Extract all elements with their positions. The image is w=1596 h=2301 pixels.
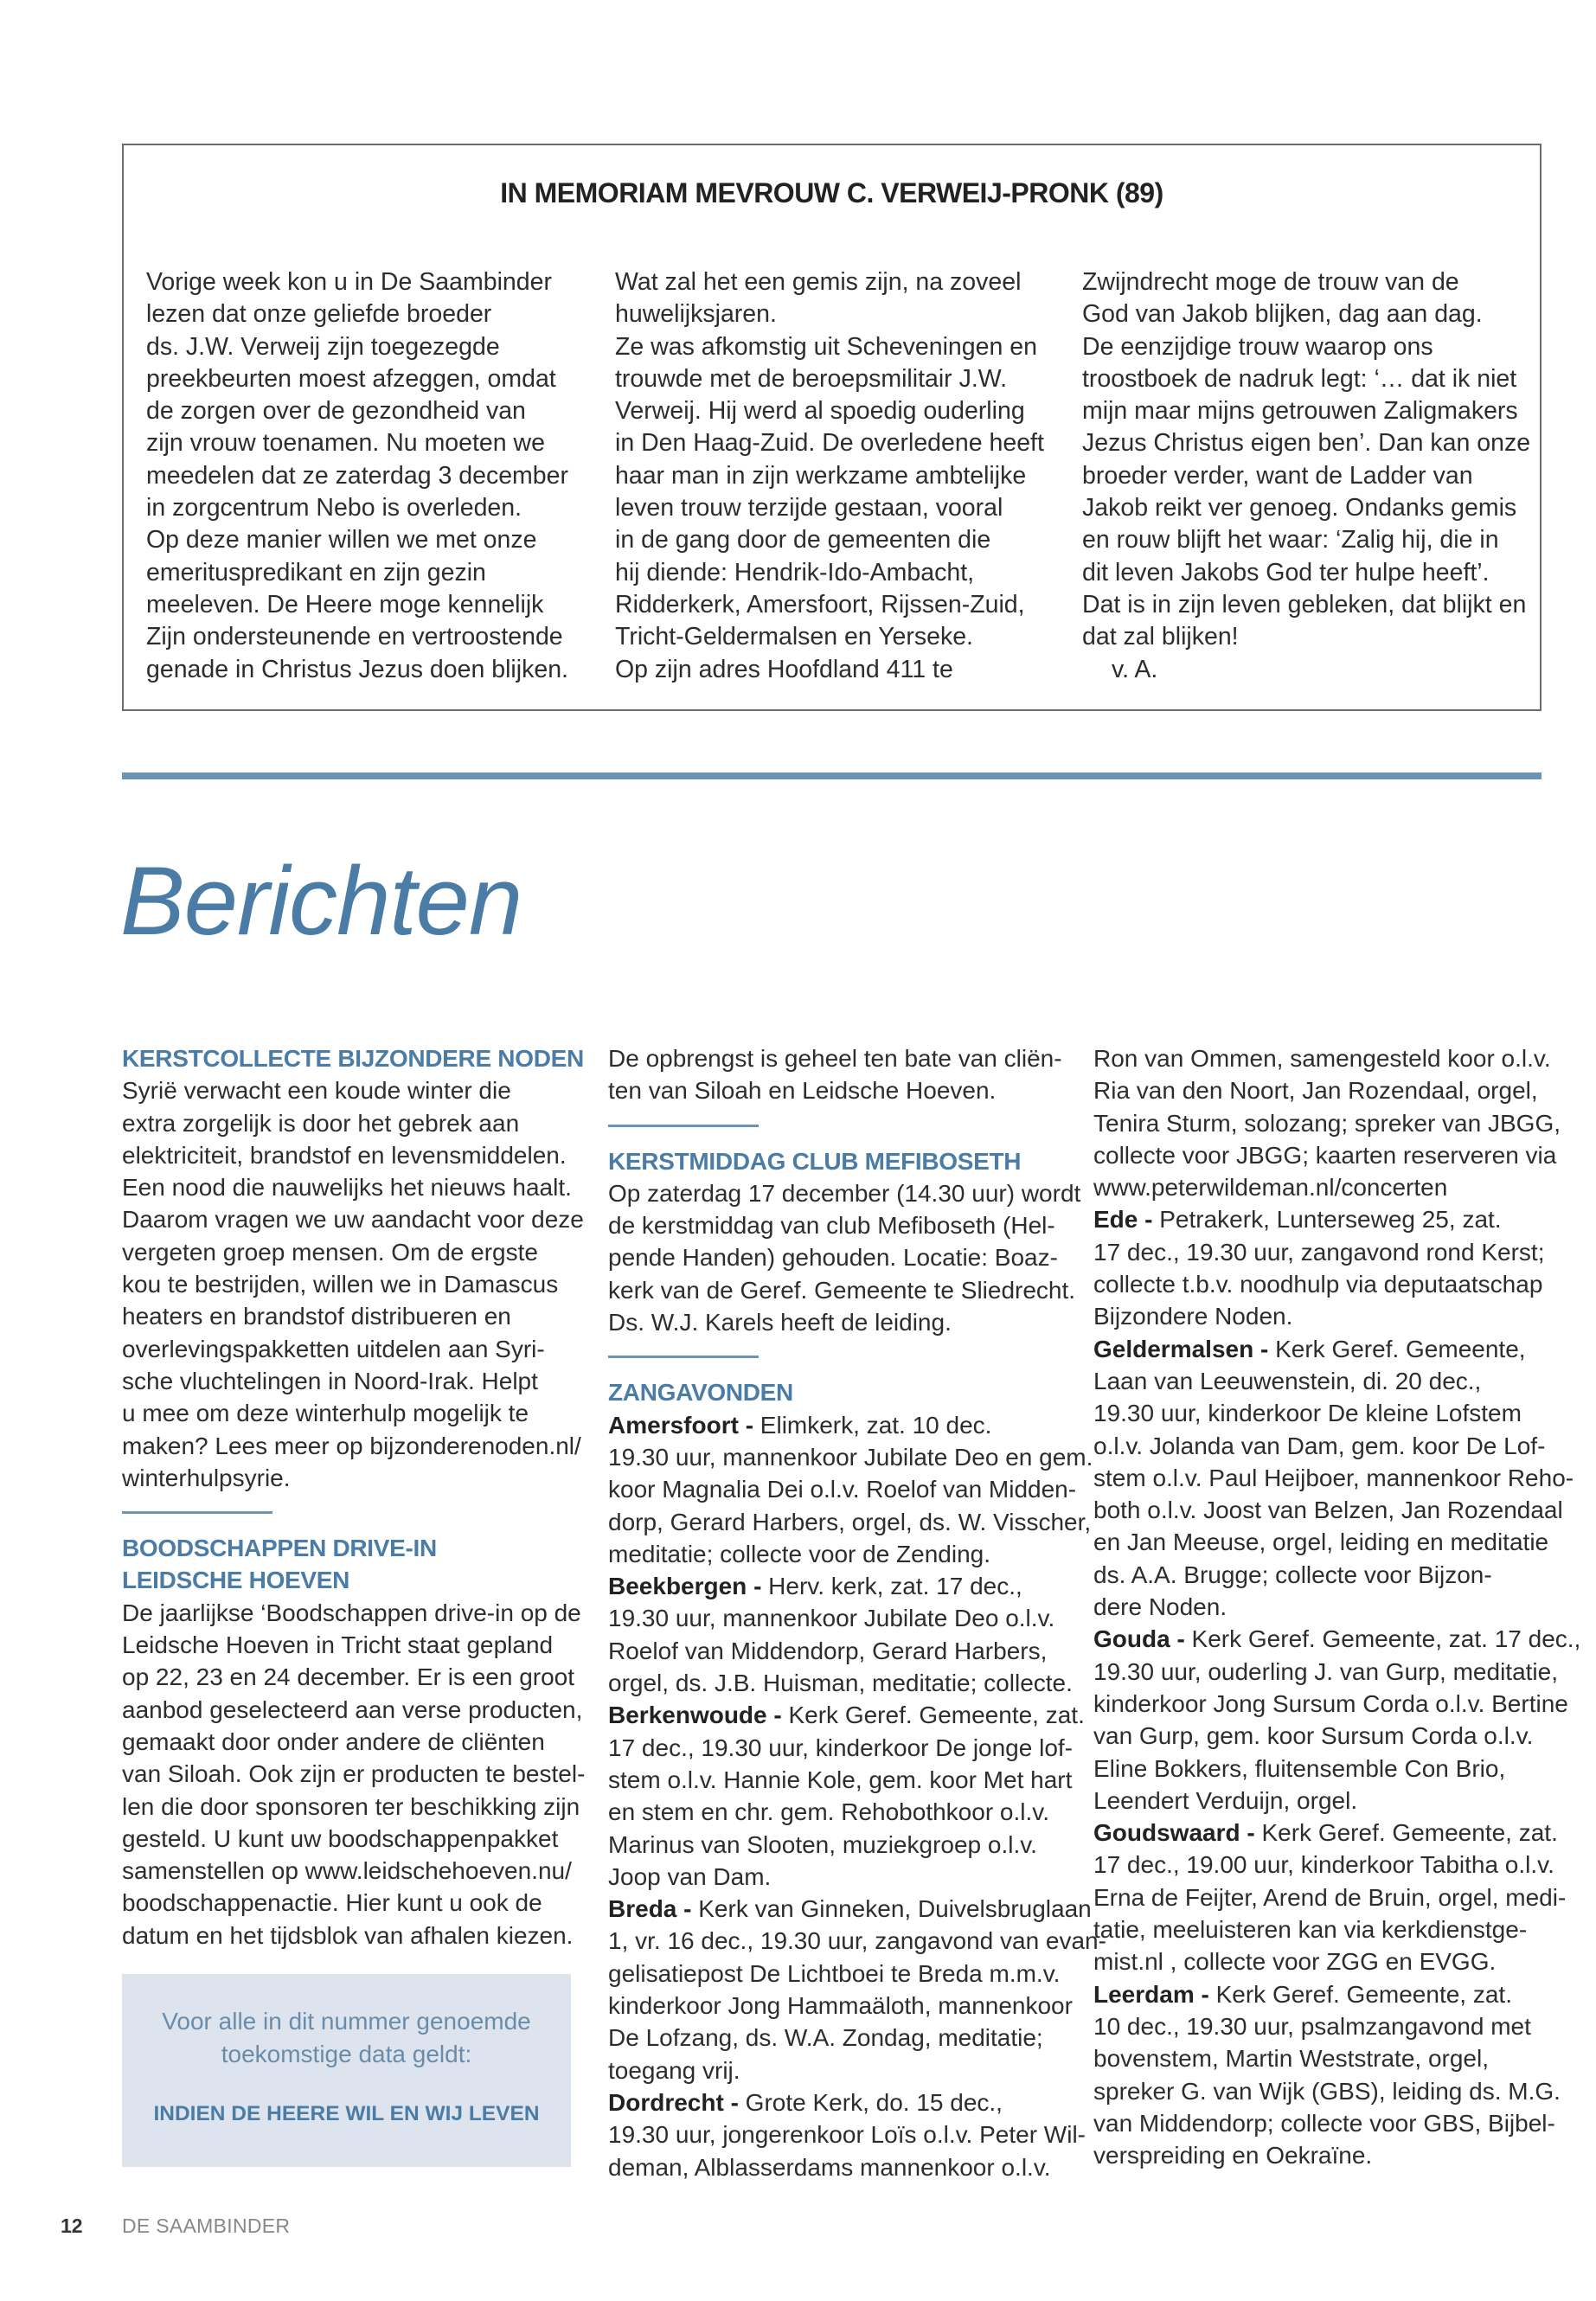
goudswaard-entry-first — [1093, 1817, 1558, 1849]
berichten-column-2 — [608, 1042, 1106, 2183]
beekbergen-first-line: Herv. kerk, zat. 17 dec., — [761, 1573, 1022, 1600]
opbrengst-text — [608, 1042, 1062, 1107]
section-divider — [122, 772, 1542, 779]
text-line: zijn vrouw toenamen. Nu moeten we — [146, 429, 545, 458]
ede-entry-first — [1093, 1203, 1543, 1235]
text-line: vergeten groep mensen. Om de ergste — [122, 1238, 538, 1266]
text-line: aanbod geselecteerd aan verse producten, — [122, 1695, 583, 1723]
boodschappen-heading-1: BOODSCHAPPEN DRIVE-IN — [122, 1535, 437, 1562]
text-line: Op zaterdag 17 december (14.30 uur) wordt — [608, 1179, 1081, 1207]
text-line: mijn maar mijns getrouwen Zaligmakers — [1082, 397, 1518, 426]
text-line: in Den Haag-Zuid. De overledene heeft — [615, 429, 1044, 458]
kerstcollecte-heading: KERSTCOLLECTE BIJZONDERE NODEN — [122, 1045, 584, 1072]
text-line: 19.30 uur, mannenkoor Jubilate Deo en gem. — [608, 1443, 1093, 1471]
text-line: De Lofzang, ds. W.A. Zondag, meditatie; — [608, 2024, 1043, 2052]
text-line: Ron van Ommen, samengesteld koor o.l.v. — [1093, 1045, 1551, 1072]
text-line: kinderkoor Jong Sursum Corda o.l.v. Bertine — [1093, 1689, 1568, 1717]
text-line: leven trouw terzijde gestaan, vooral — [615, 494, 1003, 522]
text-line: mist.nl , collecte voor ZGG en EVGG. — [1093, 1948, 1497, 1976]
text-line: De opbrengst is geheel ten bate van cliën- — [608, 1045, 1062, 1072]
berichten-column-3 — [1093, 1042, 1581, 2171]
text-line: Ridderkerk, Amersfoort, Rijssen-Zuid, — [615, 590, 1025, 619]
col3-intro-text — [1093, 1042, 1561, 1203]
text-line: ds. J.W. Verweij zijn toegezegde — [146, 332, 500, 361]
text-line: 17 dec., 19.30 uur, zangavond rond Kerst; — [1093, 1238, 1545, 1266]
text-line: winterhulpsyrie. — [122, 1464, 291, 1491]
berkenwoude-first-line: Kerk Geref. Gemeente, zat. — [781, 1702, 1085, 1729]
text-line: dorp, Gerard Harbers, orgel, ds. W. Visscher, — [608, 1508, 1092, 1535]
text-line: Ria van den Noort, Jan Rozendaal, orgel, — [1093, 1077, 1538, 1105]
publication-name: DE SAAMBINDER — [122, 2214, 291, 2237]
geldermalsen-first-line: Kerk Geref. Gemeente, — [1268, 1335, 1526, 1362]
text-line: en stem en chr. gem. Rehobothkoor o.l.v. — [608, 1798, 1049, 1826]
text-line: orgel, ds. J.B. Huisman, meditatie; collecte. — [608, 1670, 1073, 1697]
boodschappen-text — [122, 1597, 586, 1952]
note-line-1: Voor alle in dit nummer genoemde — [162, 2008, 531, 2035]
text-line: tatie, meeluisteren kan via kerkdienstge- — [1093, 1916, 1528, 1944]
text-line: en Jan Meeuse, orgel, leiding en meditatie — [1093, 1529, 1549, 1556]
text-line: Marinus van Slooten, muziekgroep o.l.v. — [608, 1830, 1037, 1858]
amersfoort-text — [608, 1441, 1093, 1570]
memoriam-column-1 — [146, 266, 579, 686]
mefiboseth-rule — [608, 1125, 759, 1127]
text-line: in de gang door de gemeenten die — [615, 526, 991, 554]
text-line: collecte t.b.v. noodhulp via deputaatschap — [1093, 1271, 1543, 1298]
text-line: de kerstmiddag van club Mefiboseth (Hel- — [608, 1212, 1055, 1240]
text-line: samenstellen op www.leidschehoeven.nu/ — [122, 1857, 572, 1885]
text-line: van Siloah. Ook zijn er producten te bestel- — [122, 1760, 586, 1788]
text-line: gelisatiepost De Lichtboei te Breda m.m.v. — [608, 1959, 1061, 1987]
text-line: haar man in zijn werkzame ambtelijke — [615, 461, 1027, 490]
text-line: deman, Alblasserdams mannenkoor o.l.v. — [608, 2153, 1051, 2181]
geldermalsen-entry-first — [1093, 1333, 1543, 1365]
text-line: heaters en brandstof distribueren en — [122, 1303, 511, 1330]
goudswaard-place: Goudswaard - — [1093, 1819, 1255, 1847]
text-line: Roelof van Middendorp, Gerard Harbers, — [608, 1637, 1048, 1664]
text-line: en rouw blijft het waar: ‘Zalig hij, die in — [1082, 526, 1499, 554]
section-title: Berichten — [120, 847, 522, 955]
ede-place: Ede - — [1093, 1206, 1153, 1234]
amersfoort-first-line: Elimkerk, zat. 10 dec. — [753, 1411, 992, 1439]
text-line: Ze was afkomstig uit Scheveningen en — [615, 332, 1037, 361]
in-memoriam-box — [122, 144, 1542, 711]
text-line: boodschappenactie. Hier kunt u ook de — [122, 1889, 542, 1917]
text-line: both o.l.v. Joost van Belzen, Jan Rozendaal — [1093, 1497, 1563, 1524]
text-line: ds. A.A. Brugge; collecte voor Bijzon- — [1093, 1561, 1492, 1588]
text-line: op 22, 23 en 24 december. Er is een groot — [122, 1663, 575, 1691]
text-line: verspreiding en Oekraïne. — [1093, 2142, 1373, 2170]
text-line: extra zorgelijk is door het gebrek aan — [122, 1109, 520, 1137]
berkenwoude-place: Berkenwoude - — [608, 1702, 782, 1729]
breda-first-line: Kerk van Ginneken, Duivelsbruglaan — [691, 1895, 1092, 1923]
amersfoort-entry-first — [608, 1409, 1058, 1441]
text-line: Eline Bokkers, fluitensemble Con Brio, — [1093, 1754, 1506, 1782]
memoriam-column-2 — [615, 266, 1048, 686]
text-line: Op deze manier willen we met onze — [146, 526, 537, 554]
text-line: sche vluchtelingen in Noord-Irak. Helpt — [122, 1367, 538, 1394]
text-line: meedelen dat ze zaterdag 3 december — [146, 461, 568, 490]
text-line: genade in Christus Jezus doen blijken. — [146, 655, 568, 683]
text-line: stem o.l.v. Paul Heijboer, mannenkoor Reho- — [1093, 1464, 1574, 1491]
leerdam-place: Leerdam - — [1093, 1980, 1209, 2008]
text-line: datum en het tijdsblok van afhalen kiezen. — [122, 1921, 574, 1949]
text-line: dit leven Jakobs God ter hulpe heeft’. — [1082, 558, 1490, 586]
memoriam-signature: v. A. — [1112, 655, 1158, 683]
text-line: Wat zal het een gemis zijn, na zoveel — [615, 268, 1022, 296]
text-line: spreker G. van Wijk (GBS), leiding ds. M.G. — [1093, 2077, 1561, 2105]
boodschappen-heading-2: LEIDSCHE HOEVEN — [122, 1567, 350, 1594]
text-line: Leidsche Hoeven in Tricht staat gepland — [122, 1631, 554, 1659]
text-line: Zwijndrecht moge de trouw van de — [1082, 268, 1459, 296]
text-line: Erna de Feijter, Arend de Bruin, orgel, medi- — [1093, 1883, 1567, 1911]
text-line: 19.30 uur, mannenkoor Jubilate Deo o.l.v. — [608, 1605, 1055, 1632]
text-line: De eenzijdige trouw waarop ons — [1082, 332, 1433, 361]
kerstcollecte-rule — [122, 1511, 272, 1514]
text-line: koor Magnalia Dei o.l.v. Roelof van Midden- — [608, 1476, 1077, 1503]
text-line: Syrië verwacht een koude winter die — [122, 1077, 511, 1105]
beekbergen-place: Beekbergen - — [608, 1573, 762, 1600]
berkenwoude-text — [608, 1732, 1074, 1893]
text-line: van Gurp, gem. koor Sursum Corda o.l.v. — [1093, 1722, 1534, 1750]
note-text — [122, 2005, 571, 2071]
text-line: meeleven. De Heere moge kennelijk — [146, 590, 544, 619]
text-line: gesteld. U kunt uw boodschappenpakket — [122, 1824, 559, 1852]
dordrecht-entry-first — [608, 2086, 1058, 2118]
amersfoort-place: Amersfoort - — [608, 1411, 754, 1439]
text-line: kerk van de Geref. Gemeente te Sliedrecht. — [608, 1276, 1076, 1304]
text-line: 17 dec., 19.00 uur, kinderkoor Tabitha o.l.v. — [1093, 1851, 1554, 1879]
text-line: Zijn ondersteunende en vertroostende — [146, 623, 563, 651]
note-line-2: toekomstige data geldt: — [221, 2041, 472, 2067]
text-line: Verweij. Hij werd al spoedig ouderling — [615, 397, 1025, 426]
text-line: Tricht-Geldermalsen en Yerseke. — [615, 623, 973, 651]
gouda-first-line: Kerk Geref. Gemeente, zat. 17 dec., — [1184, 1625, 1581, 1653]
text-line: 19.30 uur, kinderkoor De kleine Lofstem — [1093, 1400, 1522, 1427]
leerdam-entry-first — [1093, 1978, 1543, 2010]
breda-text — [608, 1925, 1106, 2086]
mefiboseth-heading: KERSTMIDDAG CLUB MEFIBOSETH — [608, 1147, 1022, 1175]
text-line: dere Noden. — [1093, 1593, 1227, 1621]
note-emphasis: INDIEN DE HEERE WIL EN WIJ LEVEN — [153, 2102, 540, 2125]
text-line: 10 dec., 19.30 uur, psalmzangavond met — [1093, 2012, 1531, 2040]
text-line: huwelijksjaren. — [615, 300, 777, 329]
text-line: trouwde met de beroepsmilitair J.W. — [615, 364, 1008, 393]
text-line: dat zal blijken! — [1082, 623, 1239, 651]
text-line: Een nood die nauwelijks het nieuws haalt. — [122, 1174, 572, 1202]
text-line: toegang vrij. — [608, 2056, 740, 2084]
kerstcollecte-text — [122, 1074, 584, 1494]
text-line: Dat is in zijn leven gebleken, dat blijkt en — [1082, 590, 1527, 619]
text-line: 17 dec., 19.30 uur, kinderkoor De jonge lof- — [608, 1734, 1074, 1761]
text-line: van Middendorp; collecte voor GBS, Bijbel- — [1093, 2109, 1555, 2137]
zangavonden-rule — [608, 1356, 759, 1358]
text-line: gemaakt door onder andere de cliënten — [122, 1727, 545, 1755]
text-line: overlevingspakketten uitdelen aan Syri- — [122, 1335, 545, 1362]
memoriam-column-3 — [1082, 266, 1531, 686]
text-line: collecte voor JBGG; kaarten reserveren via — [1093, 1141, 1557, 1169]
text-line: maken? Lees meer op bijzonderenoden.nl/ — [122, 1432, 581, 1459]
goudswaard-first-line: Kerk Geref. Gemeente, zat. — [1254, 1819, 1558, 1847]
text-line: in zorgcentrum Nebo is overleden. — [146, 494, 522, 522]
memoriam-column-3-text — [1082, 266, 1531, 654]
text-line: elektriciteit, brandstof en levensmiddelen. — [122, 1141, 567, 1169]
text-line: preekbeurten moest afzeggen, omdat — [146, 364, 556, 393]
text-line: kinderkoor Jong Hammaäloth, mannenkoor — [608, 1992, 1073, 2020]
page-number: 12 — [61, 2214, 83, 2237]
dordrecht-first-line: Grote Kerk, do. 15 dec., — [738, 2088, 1003, 2116]
text-line: Bijzondere Noden. — [1093, 1303, 1293, 1330]
text-line: Leendert Verduijn, orgel. — [1093, 1786, 1358, 1814]
leerdam-first-line: Kerk Geref. Gemeente, zat. — [1208, 1980, 1512, 2008]
text-line: Daarom vragen we uw aandacht voor deze — [122, 1206, 584, 1234]
text-line: u mee om deze winterhulp mogelijk te — [122, 1400, 529, 1427]
text-line: hij diende: Hendrik-Ido-Ambacht, — [615, 558, 975, 586]
ede-first-line: Petrakerk, Lunterseweg 25, zat. — [1152, 1206, 1502, 1234]
text-line: pende Handen) gehouden. Locatie: Boaz- — [608, 1244, 1058, 1272]
text-line: 1, vr. 16 dec., 19.30 uur, zangavond van evan- — [608, 1927, 1106, 1955]
geldermalsen-text — [1093, 1365, 1574, 1623]
text-line: De jaarlijkse ‘Boodschappen drive-in op de — [122, 1599, 581, 1626]
beekbergen-text — [608, 1602, 1073, 1699]
text-line: troostboek de nadruk legt: ‘… dat ik niet — [1082, 364, 1517, 393]
text-line: bovenstem, Martin Weststrate, orgel, — [1093, 2045, 1489, 2073]
geldermalsen-place: Geldermalsen - — [1093, 1335, 1269, 1362]
text-line: God van Jakob blijken, dag aan dag. — [1082, 300, 1483, 329]
zangavonden-heading: ZANGAVONDEN — [608, 1379, 793, 1407]
text-line: broeder verder, want de Ladder van — [1082, 461, 1473, 490]
text-line: 19.30 uur, jongerenkoor Loïs o.l.v. Peter Wil- — [608, 2121, 1086, 2149]
text-line: ten van Siloah en Leidsche Hoeven. — [608, 1077, 997, 1105]
text-line: meditatie; collecte voor de Zending. — [608, 1540, 991, 1567]
text-line: stem o.l.v. Hannie Kole, gem. koor Met hart — [608, 1766, 1073, 1793]
gouda-text — [1093, 1656, 1568, 1817]
text-line: len die door sponsoren ter beschikking zijn — [122, 1792, 580, 1820]
breda-entry-first — [608, 1893, 1092, 1925]
mefiboseth-text — [608, 1177, 1081, 1338]
text-line: Joop van Dam. — [608, 1862, 772, 1890]
text-line: de zorgen over de gezondheid van — [146, 397, 526, 426]
text-line: Tenira Sturm, solozang; spreker van JBGG, — [1093, 1109, 1561, 1137]
goudswaard-text — [1093, 1849, 1567, 1977]
text-line: Ds. W.J. Karels heeft de leiding. — [608, 1309, 952, 1336]
note-box — [122, 1974, 571, 2167]
ede-text — [1093, 1236, 1543, 1333]
text-line: o.l.v. Jolanda van Dam, gem. koor De Lof- — [1093, 1432, 1546, 1459]
leerdam-text — [1093, 2010, 1561, 2171]
dordrecht-place: Dordrecht - — [608, 2088, 739, 2116]
text-line: Jakob reikt ver genoeg. Ondanks gemis — [1082, 494, 1517, 522]
breda-place: Breda - — [608, 1895, 692, 1923]
text-line: www.peterwildeman.nl/concerten — [1093, 1174, 1448, 1202]
dordrecht-text — [608, 2118, 1086, 2183]
text-line: 19.30 uur, ouderling J. van Gurp, meditatie, — [1093, 1657, 1558, 1685]
text-line: Op zijn adres Hoofdland 411 te — [615, 655, 953, 683]
gouda-entry-first — [1093, 1623, 1581, 1655]
in-memoriam-title: IN MEMORIAM MEVROUW C. VERWEIJ-PRONK (89) — [500, 177, 1163, 208]
berichten-column-1 — [122, 1042, 586, 1952]
beekbergen-entry-first — [608, 1570, 1058, 1602]
text-line: kou te bestrijden, willen we in Damascus — [122, 1271, 559, 1298]
gouda-place: Gouda - — [1093, 1625, 1185, 1653]
text-line: lezen dat onze geliefde broeder — [146, 300, 492, 329]
berkenwoude-entry-first — [608, 1699, 1085, 1731]
text-line: emerituspredikant en zijn gezin — [146, 558, 486, 586]
text-line: Jezus Christus eigen ben’. Dan kan onze — [1082, 429, 1531, 458]
text-line: Laan van Leeuwenstein, di. 20 dec., — [1093, 1367, 1482, 1394]
text-line: Vorige week kon u in De Saambinder — [146, 268, 552, 296]
